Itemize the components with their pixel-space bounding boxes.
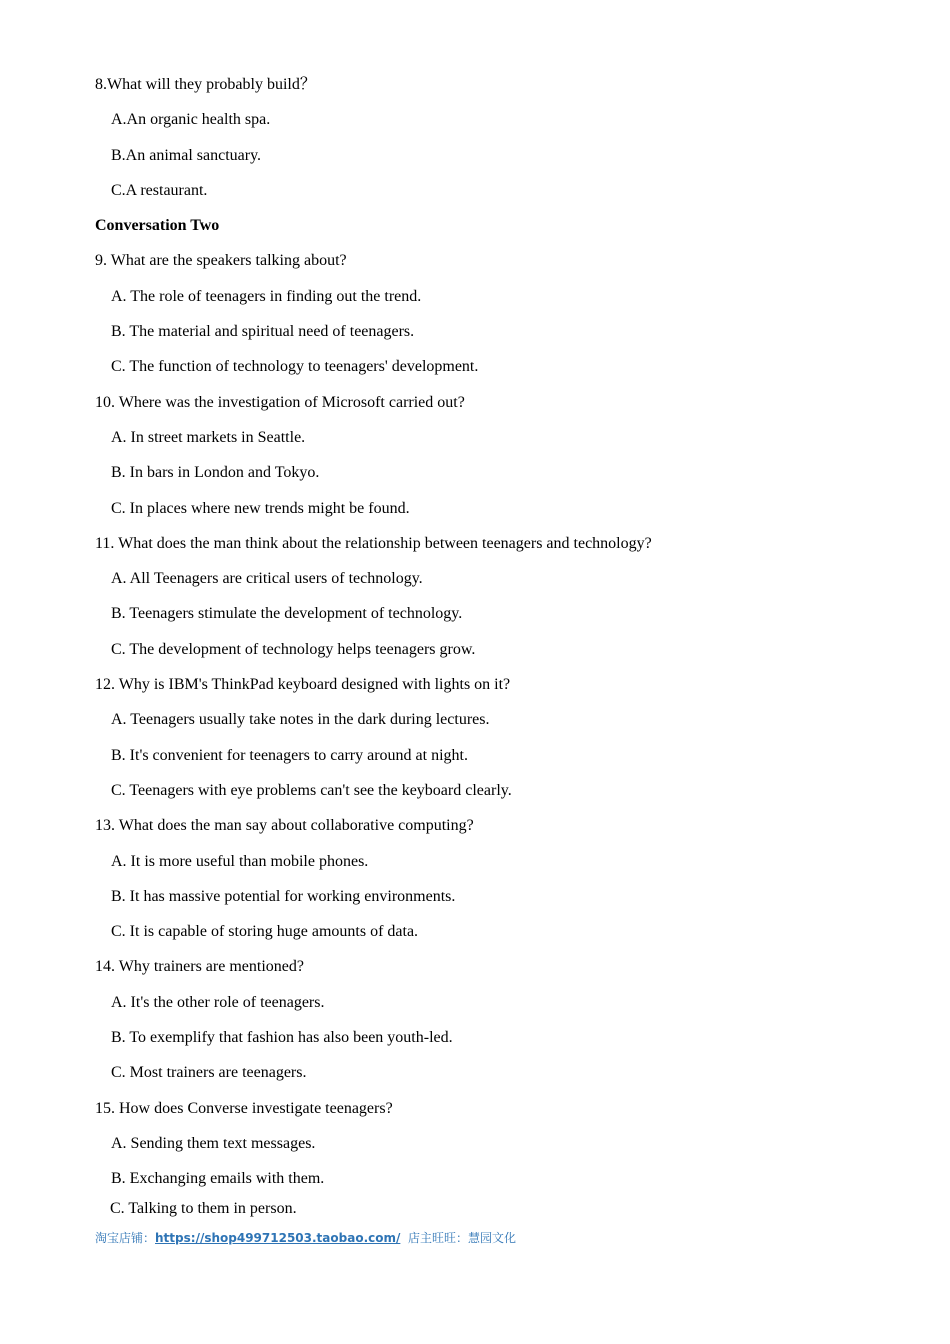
question-15 bbox=[95, 1091, 915, 1226]
shop-label: 淘宝店铺： bbox=[95, 1231, 156, 1245]
option-c: C. The development of technology helps teenagers grow. bbox=[111, 640, 476, 658]
option-c: C. The function of technology to teenagers' development. bbox=[111, 358, 479, 376]
option-c: C. In places where new trends might be found. bbox=[111, 499, 410, 517]
option-a: A. The role of teenagers in finding out the trend. bbox=[111, 287, 422, 305]
question-stem: 10. Where was the investigation of Microsoft carried out? bbox=[95, 393, 465, 411]
question-stem: 8.What will they probably build？ bbox=[95, 76, 316, 93]
option-a: A. In street markets in Seattle. bbox=[111, 428, 306, 446]
question-10 bbox=[95, 385, 915, 526]
question-12 bbox=[95, 667, 915, 808]
option-a: A. Sending them text messages. bbox=[111, 1134, 316, 1152]
owner-label: 店主旺旺：慧园文化 bbox=[408, 1231, 517, 1245]
option-c: C. Teenagers with eye problems can't see the keyboard clearly. bbox=[111, 781, 512, 799]
option-c: C. Most trainers are teenagers. bbox=[111, 1064, 307, 1082]
question-stem: 9. What are the speakers talking about? bbox=[95, 252, 347, 270]
option-b: B.An animal sanctuary. bbox=[111, 146, 262, 164]
option-c: C.A restaurant. bbox=[111, 181, 208, 199]
option-b: B. To exemplify that fashion has also been youth-led. bbox=[111, 1029, 453, 1047]
page-footer bbox=[95, 1230, 516, 1246]
option-c: C. Talking to them in person. bbox=[110, 1199, 297, 1217]
option-a: A. It's the other role of teenagers. bbox=[111, 993, 325, 1011]
question-13 bbox=[95, 808, 915, 949]
question-stem: 14. Why trainers are mentioned? bbox=[95, 958, 304, 976]
option-c: C. It is capable of storing huge amounts of data. bbox=[111, 923, 419, 941]
option-b: B. In bars in London and Tokyo. bbox=[111, 464, 320, 482]
option-b: B. It's convenient for teenagers to carry around at night. bbox=[111, 746, 468, 764]
question-9 bbox=[95, 243, 915, 384]
option-b: B. It has massive potential for working environments. bbox=[111, 887, 456, 905]
shop-link[interactable]: https://shop499712503.taobao.com/ bbox=[155, 1231, 401, 1245]
question-stem: 15. How does Converse investigate teenagers? bbox=[95, 1099, 393, 1117]
option-b: B. Exchanging emails with them. bbox=[111, 1170, 325, 1188]
section-heading: Conversation Two bbox=[95, 217, 220, 235]
question-14 bbox=[95, 949, 915, 1090]
option-b: B. The material and spiritual need of teenagers. bbox=[111, 323, 415, 341]
option-a: A. Teenagers usually take notes in the dark during lectures. bbox=[111, 711, 490, 729]
option-a: A. It is more useful than mobile phones. bbox=[111, 852, 369, 870]
question-11 bbox=[95, 526, 915, 667]
question-8 bbox=[95, 67, 915, 208]
document-body bbox=[95, 67, 915, 1226]
option-a: A.An organic health spa. bbox=[111, 111, 271, 129]
question-stem: 12. Why is IBM's ThinkPad keyboard designed with lights on it? bbox=[95, 676, 511, 694]
question-stem: 11. What does the man think about the relationship between teenagers and technology? bbox=[95, 534, 652, 552]
question-stem: 13. What does the man say about collaborative computing? bbox=[95, 817, 474, 835]
option-b: B. Teenagers stimulate the development of technology. bbox=[111, 605, 463, 623]
option-a: A. All Teenagers are critical users of technology. bbox=[111, 570, 423, 588]
